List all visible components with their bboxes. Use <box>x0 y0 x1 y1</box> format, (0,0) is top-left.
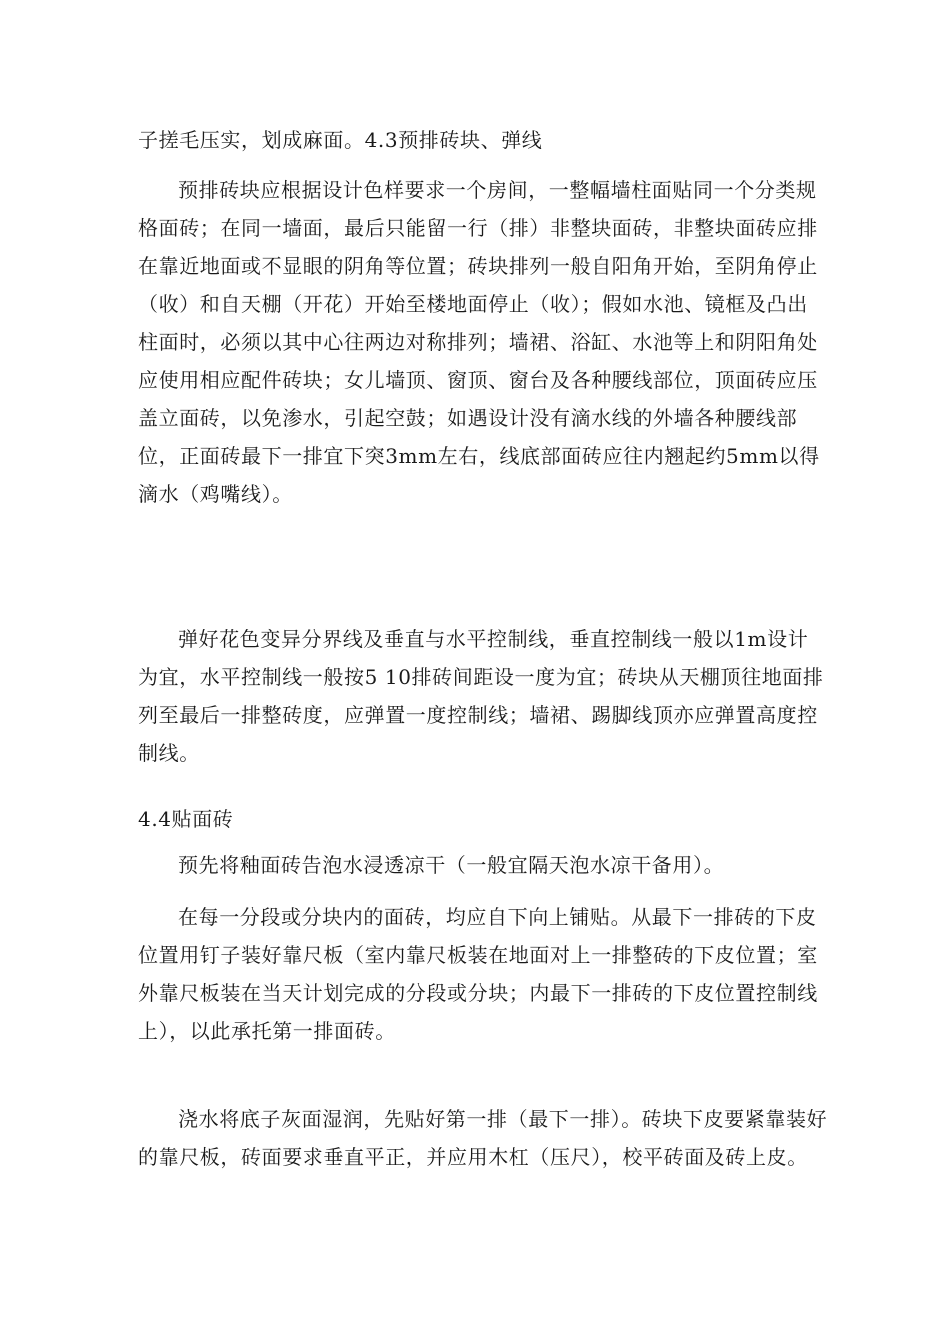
paragraph-1-text: 子搓毛压实，划成麻面。4.3预排砖块、弹线 <box>138 128 543 152</box>
paragraph-2 <box>138 171 828 513</box>
paragraph-4-text: 预先将釉面砖告泡水浸透凉干（一般宜隔天泡水凉干备用）。 <box>178 853 725 877</box>
paragraph-6-text: 浇水将底子灰面湿润，先贴好第一排（最下一排）。砖块下皮要紧靠装好的靠尺板，砖面要求垂直平正，并应用木杠（压尺），校平砖面及砖上皮。 <box>138 1107 828 1169</box>
section-heading-text: 4.4贴面砖 <box>138 807 234 831</box>
paragraph-4 <box>138 846 828 884</box>
paragraph-5-text: 在每一分段或分块内的面砖，均应自下向上铺贴。从最下一排砖的下皮位置用钉子装好靠尺板（室内靠尺板装在地面对上一排整砖的下皮位置；室外靠尺板装在当天计划完成的分段或分块；内最下一排砖的下皮位置控制线上），以此承托第一排面砖。 <box>138 905 818 1043</box>
paragraph-2-text: 预排砖块应根据设计色样要求一个房间，一整幅墙柱面贴同一个分类规格面砖；在同一墙面，最后只能留一行（排）非整块面砖，非整块面砖应排在靠近地面或不显眼的阴角等位置；砖块排列一般自阳角开始，至阴角停止（收）和自天棚（开花）开始至楼地面停止（收）；假如水池、镜框及凸出柱面时，必须以其中心往两边对称排列；墙裙、浴缸、水池等上和阴阳角处应使用相应配件砖块；女儿墙顶、窗顶、窗台及各种腰线部位，顶面砖应压盖立面砖，以免渗水，引起空鼓；如遇设计没有滴水线的外墙各种腰线部位，正面砖最下一排宜下突3mm左右，线底部面砖应往内翘起约5mm以得滴水（鸡嘴线）。 <box>138 178 820 506</box>
paragraph-1 <box>138 121 828 159</box>
paragraph-3-text: 弹好花色变异分界线及垂直与水平控制线，垂直控制线一般以1m设计为宜，水平控制线一般按5 10排砖间距设一度为宜；砖块从天棚顶往地面排列至最后一排整砖度，应弹置一度控制线；墙裙、踢脚线顶亦应弹置高度控制线。 <box>138 627 824 765</box>
paragraph-3 <box>138 620 828 772</box>
paragraph-5 <box>138 898 828 1050</box>
paragraph-6 <box>138 1100 828 1176</box>
section-heading <box>138 800 828 838</box>
